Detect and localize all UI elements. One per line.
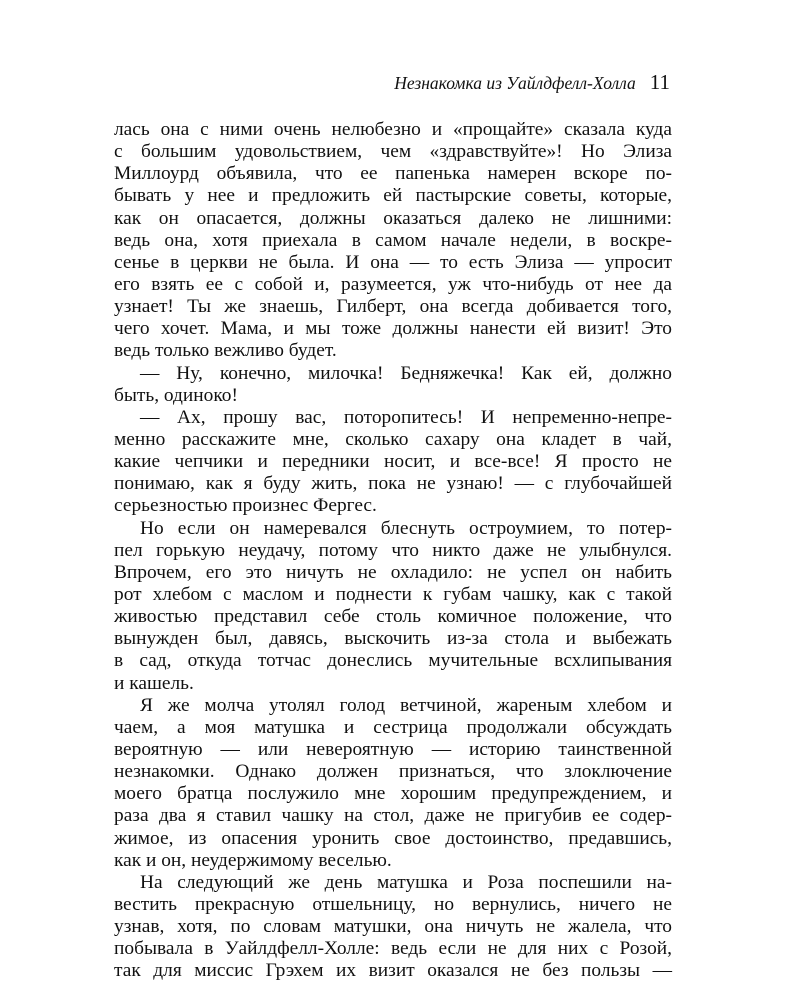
text-line: его взять ее с собой и, разумеется, уж что-нибудь от нее да [114, 273, 672, 295]
text-line: серьезностью произнес Фергес. [114, 495, 377, 517]
text-line: какие чепчики и передники носит, и все-все! Я просто не [114, 451, 672, 473]
text-line: вестить прекрасную отшельницу, но вернулись, ничего не [114, 893, 672, 915]
text-line: Но если он намеревался блеснуть остроумием, то потер- [140, 517, 672, 539]
text-line: пел горькую неудачу, потому что никто даже не улыбнулся. [114, 539, 672, 561]
text-line: ведь она, хотя приехала в самом начале недели, в воскре- [114, 229, 672, 251]
text-line: — Ну, конечно, милочка! Бедняжечка! Как ей, должно [140, 362, 672, 384]
text-line: с большим удовольствием, чем «здравствуйте»! Но Элиза [114, 141, 672, 163]
text-line: вынужден был, давясь, выскочить из-за стола и выбежать [114, 628, 672, 650]
text-line: лась она с ними очень нелюбезно и «прощайте» сказала куда [114, 119, 672, 140]
text-line: моего братца послужило мне хорошим предупреждением, и [114, 783, 672, 805]
text-line: ведь только вежливо будет. [114, 340, 337, 362]
text-line: бывать у нее и предложить ей пастырские советы, которые, [114, 185, 672, 207]
text-line: живостью представил себе столь комичное положение, что [114, 606, 672, 628]
text-line: менно расскажите мне, сколько сахару она кладет в чай, [114, 428, 672, 450]
page-number: 11 [649, 70, 670, 94]
text-line: как и он, неудержимому веселью. [114, 849, 392, 871]
text-line: вероятную — или невероятную — историю таинственной [114, 738, 672, 760]
text-line: незнакомки. Однако должен признаться, что злоключение [114, 761, 672, 783]
text-line: узнав, хотя, по словам матушки, она ничуть не жалела, что [114, 916, 672, 938]
text-line: так для миссис Грэхем их визит оказался не без пользы — [114, 960, 672, 982]
text-line: побывала в Уайлдфелл-Холле: ведь если не для них с Розой, [114, 938, 672, 960]
text-line: как он опасается, должны оказаться далеко не лишними: [114, 207, 672, 229]
running-title: Незнакомка из Уайлдфелл-Холла [394, 73, 636, 93]
text-line: сенье в церкви не была. И она — то есть Элиза — упросит [114, 251, 672, 273]
text-line: быть, одиноко! [114, 384, 238, 406]
running-head [110, 70, 670, 100]
text-line: в сад, откуда тотчас донеслись мучительные всхлипывания [114, 650, 672, 672]
text-line: Впрочем, его это ничуть не охладило: не успел он набить [114, 561, 672, 583]
text-line: чего хочет. Мама, и мы тоже должны нанести ей визит! Это [114, 318, 672, 340]
text-line: На следующий же день матушка и Роза поспешили на- [140, 871, 672, 893]
text-line: Миллоурд объявила, что ее папенька намерен вскоре по- [114, 163, 672, 185]
text-line: Я же молча утолял голод ветчиной, жареным хлебом и [140, 694, 672, 716]
text-line: узнает! Ты же знаешь, Гилберт, она всегда добивается того, [114, 296, 672, 318]
text-line: раза два я ставил чашку на стол, даже не пригубив ее содер- [114, 805, 672, 827]
body-text [114, 119, 672, 982]
text-line: рот хлебом с маслом и поднести к губам чашку, как с такой [114, 583, 672, 605]
text-line: и кашель. [114, 672, 194, 694]
text-line: — Ах, прошу вас, поторопитесь! И непременно-непре- [140, 406, 672, 428]
text-line: жимое, из опасения уронить свое достоинство, предавшись, [114, 827, 672, 849]
text-line: понимаю, как я буду жить, пока не узнаю! — с глубочайшей [114, 473, 672, 495]
text-line: чаем, а моя матушка и сестрица продолжали обсуждать [114, 716, 672, 738]
